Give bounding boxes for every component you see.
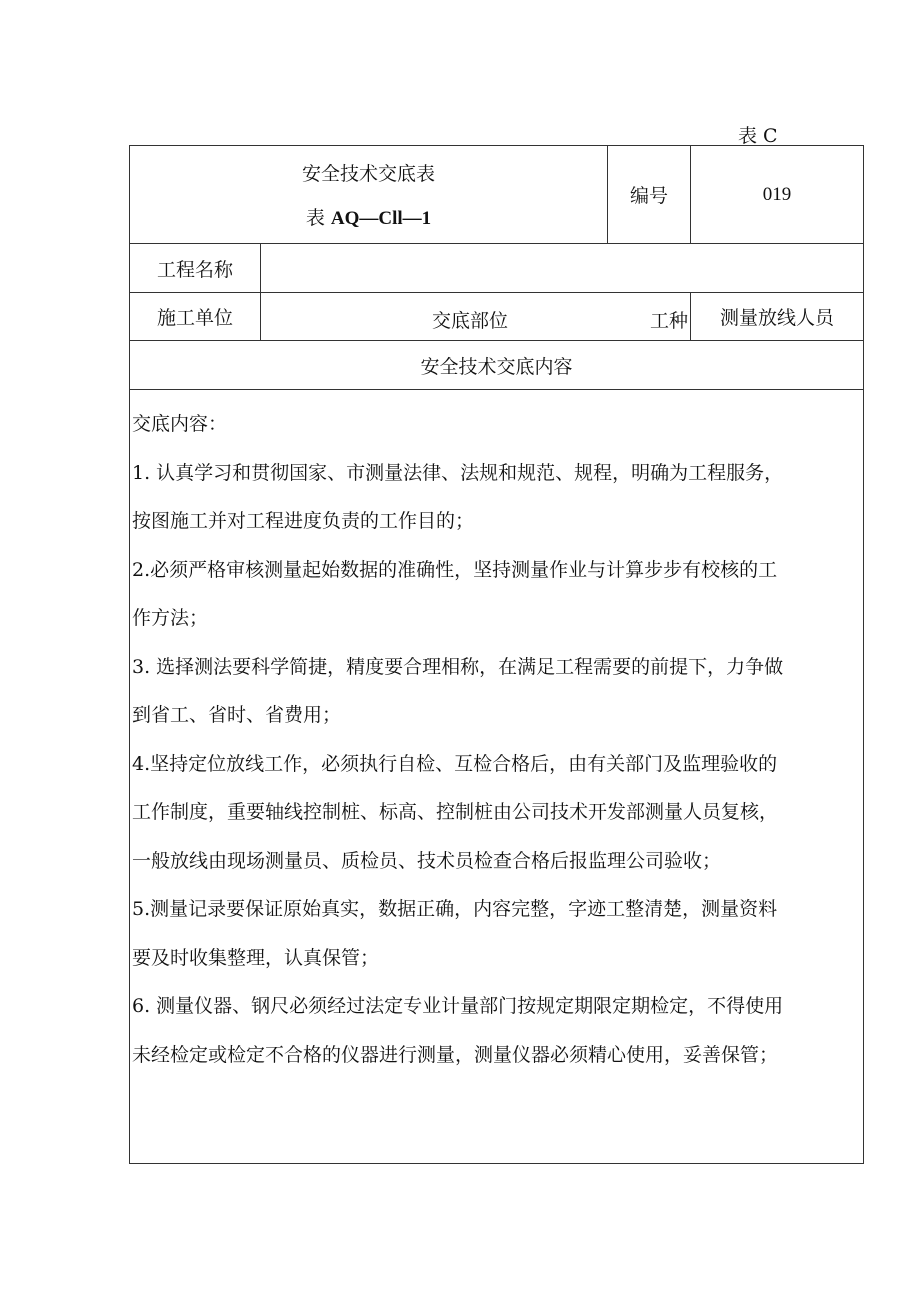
work-type-value: 测量放线人员 [691, 293, 864, 341]
content-line: 6. 测量仪器、钢尺必须经过法定专业计量部门按规定期限定期检定，不得使用 [132, 995, 784, 1017]
content-line: 到省工、省时、省费用； [132, 704, 342, 726]
unit-row-middle [261, 293, 691, 341]
project-name-label: 工程名称 [130, 244, 261, 293]
safety-briefing-table [129, 145, 864, 1164]
project-name-value[interactable] [261, 244, 864, 293]
content-line: 一般放线由现场测量员、质检员、技术员检查合格后报监理公司验收； [132, 849, 722, 872]
number-label: 编号 [608, 146, 691, 244]
section-title-row [130, 341, 864, 390]
project-row [130, 244, 864, 293]
unit-row [130, 293, 864, 341]
briefing-position-label: 交底部位 [432, 310, 509, 332]
form-code: 表 C [738, 125, 778, 147]
form-number: 表 AQ—Cll—1 [305, 207, 432, 229]
content-line: 1. 认真学习和贯彻国家、市测量法律、法规和规范、规程，明确为工程服务， [132, 461, 784, 484]
content-line: 工作制度，重要轴线控制桩、标高、控制桩由公司技术开发部测量人员复核， [132, 801, 779, 823]
work-type-label: 工种 [650, 310, 689, 332]
briefing-content [130, 390, 864, 1164]
content-line: 5.测量记录要保证原始真实，数据正确，内容完整，字迹工整清楚，测量资料 [132, 898, 778, 920]
header-row [130, 146, 864, 244]
document-title: 安全技术交底表 [302, 163, 436, 185]
content-line: 未经检定或检定不合格的仪器进行测量，测量仪器必须精心使用，妥善保管； [132, 1043, 779, 1066]
content-line: 按图施工并对工程进度负责的工作目的； [132, 510, 475, 532]
content-line: 交底内容： [132, 413, 228, 435]
content-row [130, 390, 864, 1164]
number-value: 019 [691, 146, 864, 244]
content-line: 2.必须严格审核测量起始数据的准确性，坚持测量作业与计算步步有校核的工 [132, 558, 778, 581]
content-line: 作方法； [132, 607, 209, 629]
content-line: 要及时收集整理，认真保管； [132, 946, 380, 969]
construction-unit-label: 施工单位 [130, 293, 261, 341]
content-line: 4.坚持定位放线工作，必须执行自检、互检合格后，由有关部门及监理验收的 [132, 752, 778, 775]
section-title: 安全技术交底内容 [130, 341, 864, 390]
title-cell [130, 146, 608, 244]
content-line: 3. 选择测法要科学简捷，精度要合理相称，在满足工程需要的前提下，力争做 [132, 655, 784, 678]
